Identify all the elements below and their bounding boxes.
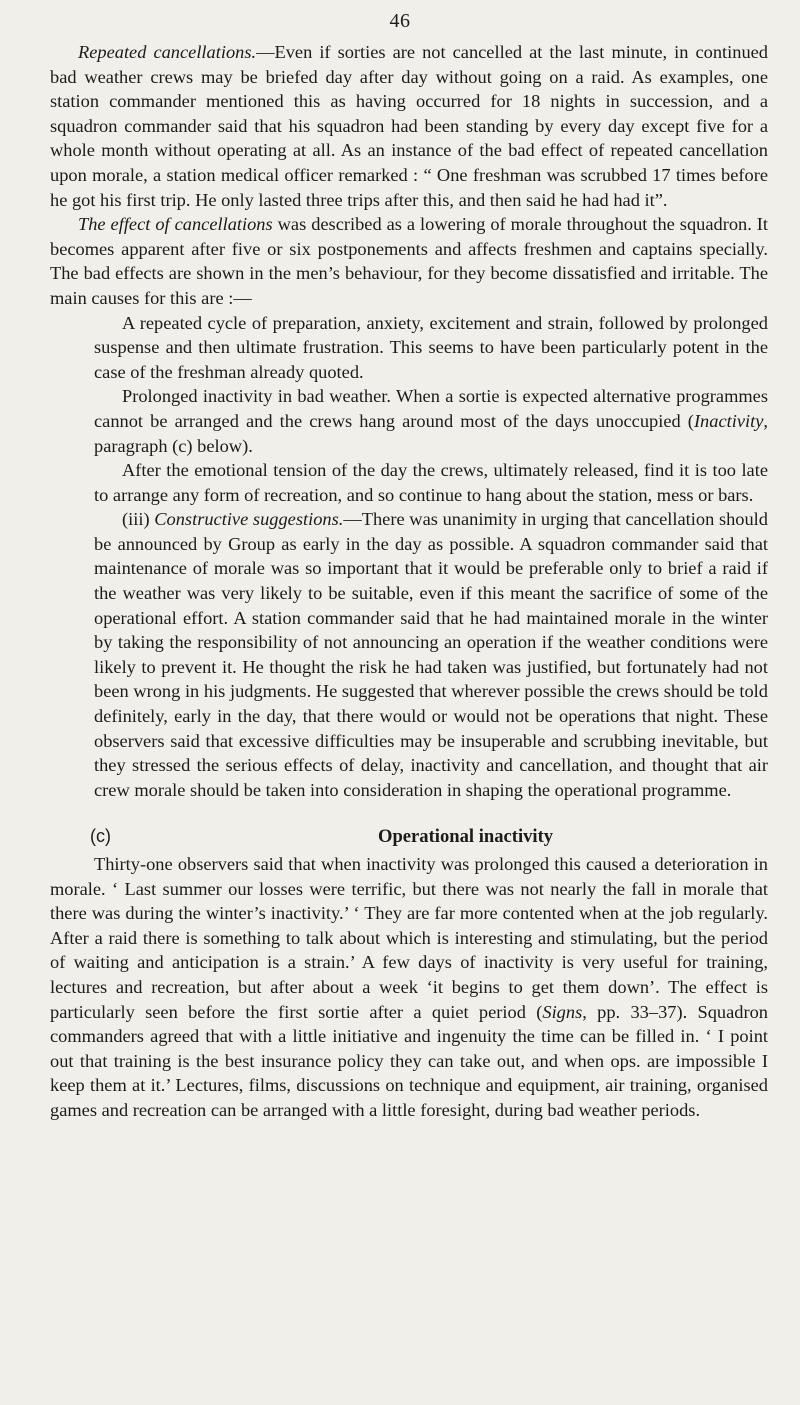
- paragraph-effect-of-cancellations: [50, 212, 768, 310]
- paragraph-constructive-suggestions: [94, 507, 768, 802]
- section-title: Operational inactivity: [378, 826, 554, 848]
- paragraph-text: —There was unanimity in urging that cancellation should be announced by Group as early in the day as possible. A squadron commander said that maintenance of morale was so important that it would be preferable only to brief a raid if the weather was very likely to be suitable, even if this meant the sacrifice of some of the operational effort. A station commander said that he had maintained morale in the winter by taking the responsibility of not announcing an operation if the weather conditions were likely to prevent it. He thought the risk he had taken was justified, but fortunately had not been wrong in his judgments. He suggested that wherever possible the crews should be told definitely, early in the day, that there would or would not be operations that night. These observers said that excessive difficulties may be insuperable and scrubbing inevitable, but they stressed the serious effects of delay, inactivity and cancellation, and thought that air crew morale should be taken into consideration in shaping the operational programme.: [94, 509, 768, 800]
- cross-reference: Signs: [542, 1001, 583, 1022]
- cause-paragraph-tension: After the emotional tension of the day the crews, ultimately released, find it is too late to arrange any form of recreation, and so continue to hang about the station, mess or bars.: [94, 460, 768, 505]
- paragraph-repeated-cancellations: [50, 40, 768, 212]
- paragraph-text: —Even if sorties are not cancelled at the last minute, in continued bad weather crews may be briefed day after day without going on a raid. As examples, one station commander mentioned this as having occurred for 18 nights in succession, and a squadron commander said that his squadron had been standing by every day except five for a whole month without operating at all. As an instance of the bad effect of repeated cancellation upon morale, a station medical officer remarked : “ One freshman was scrubbed 17 times before he got his first trip. He only lasted three trips after this, and then said he had had it”.: [50, 42, 769, 210]
- cause-paragraph-inactivity: [94, 384, 768, 458]
- section-label: (c): [90, 826, 111, 847]
- cross-reference: Inactivity: [693, 410, 764, 431]
- run-in-heading: Repeated cancellations.: [78, 42, 257, 62]
- page-number: 46: [389, 10, 411, 32]
- paragraph-text: Prolonged inactivity in bad weather. When a sortie is expected alternative programmes cannot be arranged and the crews hang around most of the days unoccupied (: [94, 386, 768, 431]
- run-in-heading: Constructive suggestions.: [154, 509, 344, 530]
- run-in-heading: The effect of cancellations: [78, 214, 273, 235]
- paragraph-text: was described as a lowering of morale throughout the squadron. It becomes apparent after five or six postponements and affects freshmen and captains specially. The bad effects are shown in the men’s behaviour, for they become dissatisfied and irritable. The main causes for this are :—: [50, 214, 769, 308]
- paragraph-text: , paragraph (c) below).: [94, 410, 768, 456]
- cause-paragraph-cycle: A repeated cycle of preparation, anxiety, excitement and strain, followed by prolonged suspense and then ultimate frustration. This seems to have been particularly potent in the case of the freshman already quoted.: [94, 312, 768, 382]
- paragraph-text: , pp. 33–37). Squadron commanders agreed that with a little initiative and ingenuity the time can be filled in. ‘ I point out that training is the best insurance policy they can take out, and when ops. are impossible I keep them at it.’ Lectures, films, discussions on technique and equipment, air training, organised games and recreation can be arranged with a little foresight, during bad weather periods.: [50, 1001, 768, 1120]
- paragraph-text: Thirty-one observers said that when inactivity was prolonged this caused a deterioration in morale. ‘ Last summer our losses were terrific, but there was not nearly the fall in morale that there was during the winter’s inactivity.’ ‘ They are far more contented when at the job regularly. After a raid there is something to talk about which is interesting and stimulating, but the period of waiting and anticipation is a strain.’ A few days of inactivity is very useful for training, lectures and recreation, but after about a week ‘it begins to get them down’. The effect is particularly seen before the first sortie after a quiet period (: [50, 854, 768, 1022]
- body-text: [50, 40, 768, 1123]
- section-heading: [50, 824, 768, 850]
- paragraph-number: (iii): [122, 509, 155, 530]
- paragraph-operational-inactivity: [50, 852, 768, 1123]
